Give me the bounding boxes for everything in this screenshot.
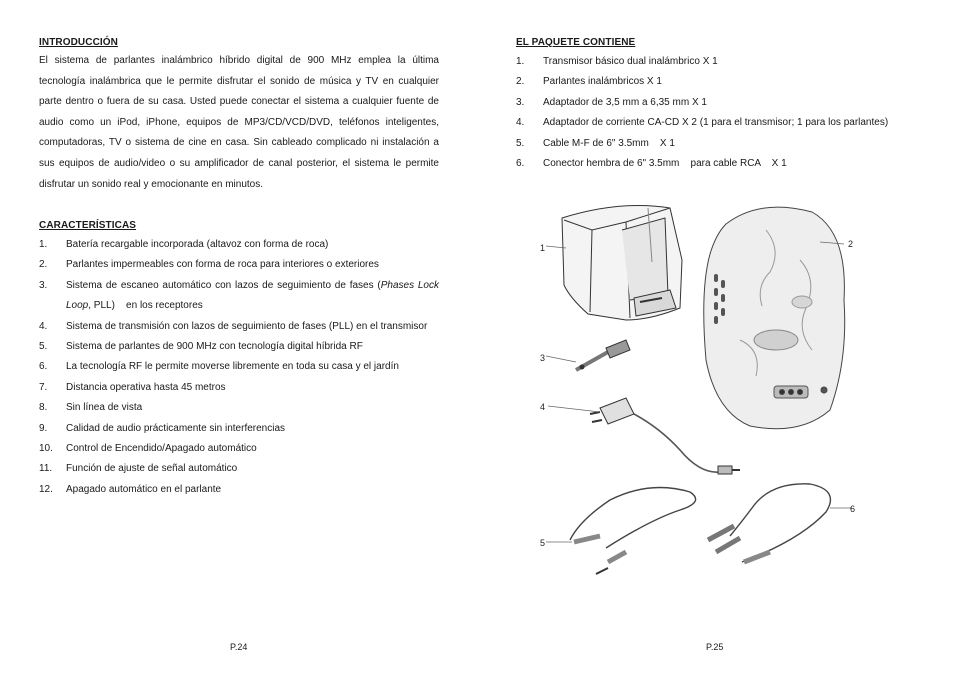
list-item: 9. Calidad de audio prácticamente sin interferencias	[39, 422, 286, 434]
list-item: 6. La tecnología RF le permite moverse libremente en toda su casa y el jardín	[39, 361, 399, 373]
list-item: 10. Control de Encendido/Apagado automático	[39, 443, 257, 455]
callout-1: 1	[540, 243, 546, 253]
list-item: 5. Sistema de parlantes de 900 MHz con tecnología digital híbrida RF	[39, 341, 363, 353]
callout-3: 3	[540, 353, 546, 363]
package-heading: EL PAQUETE CONTIENE	[516, 37, 636, 48]
callout-5: 5	[540, 538, 546, 548]
list-item: 6. Conector hembra de 6" 3.5mm para cable RCA X 1	[516, 158, 787, 170]
list-item: 8. Sin línea de vista	[39, 402, 143, 414]
callout-4: 4	[540, 402, 546, 412]
callout-2: 2	[848, 239, 854, 249]
product-illustration	[530, 190, 870, 600]
transmitter-illustration	[562, 206, 682, 320]
features-heading: CARACTERÍSTICAS	[39, 220, 137, 231]
list-item: 1. Batería recargable incorporada (altavoz con forma de roca)	[39, 239, 329, 250]
list-item: 11. Función de ajuste de señal automático	[39, 463, 238, 475]
intro-paragraph: El sistema de parlantes inalámbrico híbrido digital de 900 MHz emplea la última tecnología inalámbrica que le permite disfrutar el sonido de música y TV en cualquier parte dentro o fuera de su casa. Usted puede conectar el sistema a cualquier fuente de audio como un iPod, iPhone, equipos de MP3/CD/VCD/DVD, teléfonos inteligentes, computadoras, TV o sistema de cine en casa. Sin cableado complicado ni instalación a sus equipos de audio/video o su amplificador de canal posterior, el sistema le permite disfrutar un sonido real y emocionante en minutos.	[39, 55, 439, 190]
list-item: 2. Parlantes inalámbricos X 1	[516, 76, 662, 88]
intro-heading: INTRODUCCIÓN	[39, 37, 118, 48]
callout-6: 6	[850, 504, 856, 514]
mf-cable-illustration	[570, 488, 696, 575]
page-number-left: P.24	[230, 642, 248, 652]
list-item: 4. Adaptador de corriente CA-CD X 2 (1 para el transmisor; 1 para los parlantes)	[516, 117, 889, 129]
package-contents-figure	[530, 190, 870, 600]
list-item: 1. Transmisor básico dual inalámbrico X 1	[516, 56, 718, 67]
page-number-right: P.25	[706, 642, 724, 652]
power-adapter-illustration	[590, 398, 740, 474]
list-item: 7. Distancia operativa hasta 45 metros	[39, 381, 226, 393]
list-item: 3. Sistema de escaneo automático con lazos de seguimiento de fases (Phases Lock Loop, PLL) en los receptores	[39, 279, 439, 312]
plug-adapter-illustration	[576, 340, 630, 370]
rca-cable-illustration	[708, 484, 830, 562]
features-list	[39, 235, 439, 500]
list-item: 3. Adaptador de 3,5 mm a 6,35 mm X 1	[516, 96, 707, 108]
list-item: 2. Parlantes impermeables con forma de roca para interiores o exteriores	[39, 259, 379, 271]
list-item: 5. Cable M-F de 6" 3.5mm X 1	[516, 137, 675, 149]
package-list	[516, 52, 936, 174]
rock-speaker-illustration	[704, 207, 845, 429]
list-item: 12. Apagado automático en el parlante	[39, 483, 222, 495]
list-item: 4. Sistema de transmisión con lazos de seguimiento de fases (PLL) en el transmisor	[39, 320, 428, 332]
